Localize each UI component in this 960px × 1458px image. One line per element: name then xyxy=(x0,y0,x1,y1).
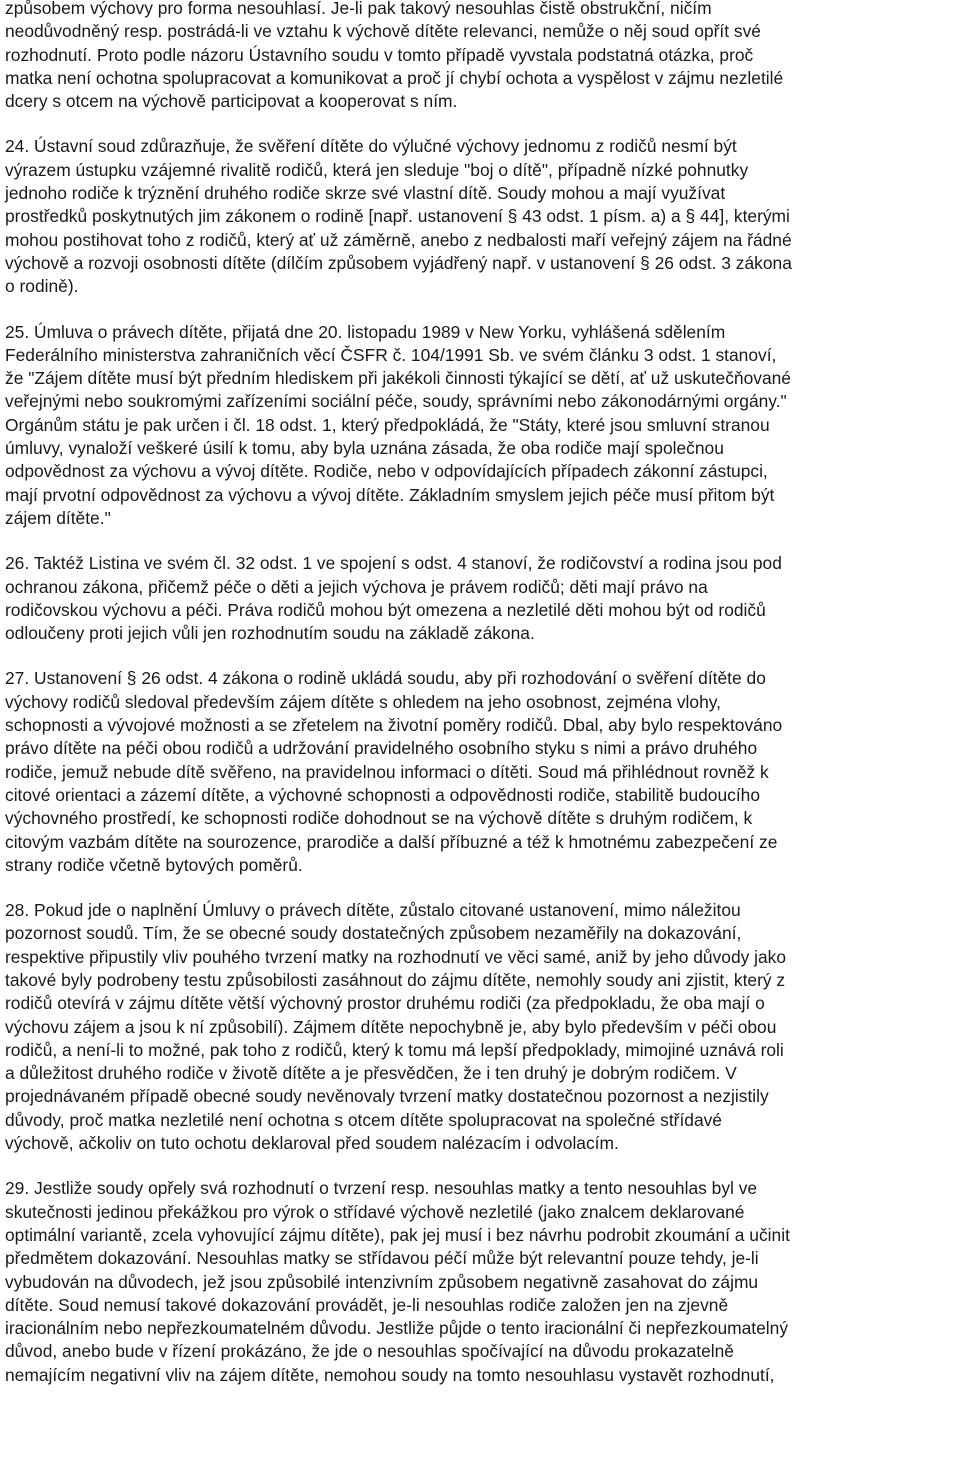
text-line: citovým vazbám dítěte na sourozence, prarodiče a další příbuzné a též k hmotnému zabezpečení ze xyxy=(5,831,778,852)
text-line: právo dítěte na péči obou rodičů a udržování pravidelného osobního styku s nimi a právo druhého xyxy=(5,738,758,759)
text-line: schopnosti a vývojové možnosti a se zřetelem na životní poměry rodičů. Dbal, aby bylo respektováno xyxy=(5,715,783,736)
text-line: mohou postihovat toho z rodičů, který ať už záměrně, anebo z nedbalosti maří veřejný zájem na řádné xyxy=(5,229,792,250)
text-line: a důležitost druhého rodiče v životě dítěte a je přesvědčen, že i ten druhý je dobrým rodičem. V xyxy=(5,1063,737,1084)
paragraph-26 xyxy=(5,552,955,645)
text-line: výchově a rozvoji osobnosti dítěte (dílčím způsobem vyjádřený např. v ustanovení § 26 odst. 3 zákona xyxy=(5,252,792,273)
text-line: odloučeny proti jejich vůli jen rozhodnutím soudu na základě zákona. xyxy=(5,623,535,644)
text-line: ochranou zákona, přičemž péče o děti a jejich výchova je právem rodičů; děti mají právo na xyxy=(5,576,708,597)
text-line: citové orientaci a zázemí dítěte, a výchovné schopnosti a odpovědnosti rodiče, stabilitě budoucího xyxy=(5,784,761,805)
text-line: 27. Ustanovení § 26 odst. 4 zákona o rodině ukládá soudu, aby při rozhodování o svěření dítěte do xyxy=(5,668,766,689)
text-line: způsobem výchovy pro forma nesouhlasí. Je-li pak takový nesouhlas čistě obstrukční, ničím xyxy=(5,0,712,18)
text-line: výchově, ačkoliv on tuto ochotu deklaroval před soudem nalézacím i odvolacím. xyxy=(5,1133,619,1154)
text-line: neodůvodněný resp. postrádá-li ve vztahu k výchově dítěte relevanci, nemůže o něj soud opřít své xyxy=(5,21,761,42)
text-line: výchovného prostředí, ke schopnosti rodiče dohodnout se na výchově dítěte s druhým rodičem, k xyxy=(5,808,753,829)
text-line: rodičovskou výchovu a péči. Práva rodičů mohou být omezena a nezletilé děti mohou být od rodičů xyxy=(5,599,766,620)
text-line: respektive připustily vliv pouhého tvrzení matky na rozhodnutí ve věci samé, aniž by jeho důvody jako xyxy=(5,946,787,967)
text-line: 25. Úmluva o právech dítěte, přijatá dne 20. listopadu 1989 v New Yorku, vyhlášená sdělením xyxy=(5,321,726,342)
text-line: odpovědnost za výchovu a vývoj dítěte. Rodiče, nebo v odpovídajících případech zákonní zástupci, xyxy=(5,461,768,482)
text-line: o rodině). xyxy=(5,276,79,297)
text-line: rodiče, jemuž nebude dítě svěřeno, na pravidelnou informaci o dítěti. Soud má přihlédnout rovněž k xyxy=(5,761,769,782)
text-line: strany rodiče včetně bytových poměrů. xyxy=(5,854,303,875)
text-line: pozornost soudů. Tím, že se obecné soudy dostatečných způsobem nezaměřily na dokazování, xyxy=(5,923,742,944)
text-line: projednávaném případě obecné soudy nevěnovaly tvrzení matky dostatečnou pozornost a nezjistily xyxy=(5,1086,769,1107)
text-line: mají prvotní odpovědnost za výchovu a vývoj dítěte. Základním smyslem jejich péče musí přitom být xyxy=(5,484,775,505)
text-line: prostředků poskytnutých jim zákonem o rodině [např. ustanovení § 43 odst. 1 písm. a) a § 44], kterými xyxy=(5,206,790,227)
text-line: důvody, proč matka nezletilé není ochotna s otcem dítěte spolupracovat na společné střídavé xyxy=(5,1109,722,1130)
text-line: 29. Jestliže soudy opřely svá rozhodnutí o tvrzení resp. nesouhlas matky a tento nesouhlas byl ve xyxy=(5,1178,758,1199)
text-line: 24. Ústavní soud zdůrazňuje, že svěření dítěte do výlučné výchovy jednomu z rodičů nesmí být xyxy=(5,136,737,157)
text-line: Federálního ministerstva zahraničních věcí ČSFR č. 104/1991 Sb. ve svém článku 3 odst. 1 stanoví, xyxy=(5,344,777,365)
text-line: matka není ochotna spolupracovat a komunikovat a proč jí chybí ochota a vyspělost v zájmu nezletilé xyxy=(5,67,784,88)
text-line: dcery s otcem na výchově participovat a kooperovat s ním. xyxy=(5,91,458,112)
text-line: skutečnosti jedinou překážkou pro výrok o střídavé výchově nezletilé (jako znalcem deklarované xyxy=(5,1201,745,1222)
text-line: důvod, anebo bude v řízení prokázáno, že jde o nesouhlas spočívající na důvodu prokazatelně xyxy=(5,1341,734,1362)
text-line: optimální variantě, zcela vyhovující zájmu dítěte), pak jej musí i bez návrhu podrobit zkoumání a učinit xyxy=(5,1224,790,1245)
text-line: 26. Taktéž Listina ve svém čl. 32 odst. 1 ve spojení s odst. 4 stanoví, že rodičovství a rodina jsou pod xyxy=(5,553,782,574)
text-line: výrazem ústupku vzájemné rivalitě rodičů, která jen sleduje "boj o dítě", případně nízké pohnutky xyxy=(5,159,749,180)
text-line: rozhodnutí. Proto podle názoru Ústavního soudu v tomto případě vyvstala podstatná otázka, proč xyxy=(5,44,754,65)
document-page xyxy=(5,0,955,1409)
text-line: 28. Pokud jde o naplnění Úmluvy o právech dítěte, zůstalo citované ustanovení, mimo náležitou xyxy=(5,900,741,921)
text-line: veřejnými nebo soukromými zařízeními sociální péče, soudy, správními nebo zákonodárnými orgány." xyxy=(5,391,787,412)
text-line: dítěte. Soud nemusí takové dokazování provádět, je-li nesouhlas rodiče založen jen na zjevně xyxy=(5,1294,729,1315)
text-line: výchovu zájem a jsou k ní způsobilí). Zájmem dítěte nepochybně je, aby bylo především v péči obou xyxy=(5,1016,777,1037)
text-line: předmětem dokazování. Nesouhlas matky se střídavou péčí může být relevantní pouze tehdy, je-li xyxy=(5,1248,759,1269)
text-line: iracionálním nebo nepřezkoumatelném důvodu. Jestliže půjde o tento iracionální či nepřezkoumatelný xyxy=(5,1318,789,1339)
paragraph-24 xyxy=(5,135,955,298)
text-line: jednoho rodiče k trýznění druhého rodiče skrze své vlastní dítě. Soudy mohou a mají využívat xyxy=(5,183,726,204)
text-line: zájem dítěte." xyxy=(5,507,111,528)
text-line: rodičů, a není-li to možné, pak toho z rodičů, který k tomu má lepší předpoklady, mimojiné uznává roli xyxy=(5,1039,784,1060)
paragraph-28 xyxy=(5,899,955,1155)
text-line: výchovy rodičů sledoval především zájem dítěte s ohledem na jeho osobnost, zejména vlohy, xyxy=(5,691,721,712)
text-line: takové byly podrobeny testu způsobilosti zasáhnout do zájmu dítěte, nemohly soudy ani zjistit, který z xyxy=(5,969,786,990)
text-line: nemajícím negativní vliv na zájem dítěte, nemohou soudy na tomto nesouhlasu vystavět rozhodnutí, xyxy=(5,1364,775,1385)
text-line: Orgánům státu je pak určen i čl. 18 odst. 1, který předpokládá, že "Státy, které jsou smluvní stranou xyxy=(5,414,770,435)
text-line: že "Zájem dítěte musí být předním hlediskem při jakékoli činnosti týkající se dětí, ať už uskutečňované xyxy=(5,368,791,389)
text-line: rodičů otevírá v zájmu dítěte větší výchovný prostor druhému rodiči (za předpokladu, že oba mají o xyxy=(5,993,765,1014)
paragraph-25 xyxy=(5,321,955,531)
paragraph-27 xyxy=(5,667,955,877)
paragraph-23-continued xyxy=(5,0,955,113)
text-line: úmluvy, vynaloží veškeré úsilí k tomu, aby byla uznána zásada, že oba rodiče mají společnou xyxy=(5,438,724,459)
text-line: vybudován na důvodech, jež jsou způsobilé intenzivním způsobem negativně zasahovat do zájmu xyxy=(5,1271,759,1292)
paragraph-29 xyxy=(5,1177,955,1387)
